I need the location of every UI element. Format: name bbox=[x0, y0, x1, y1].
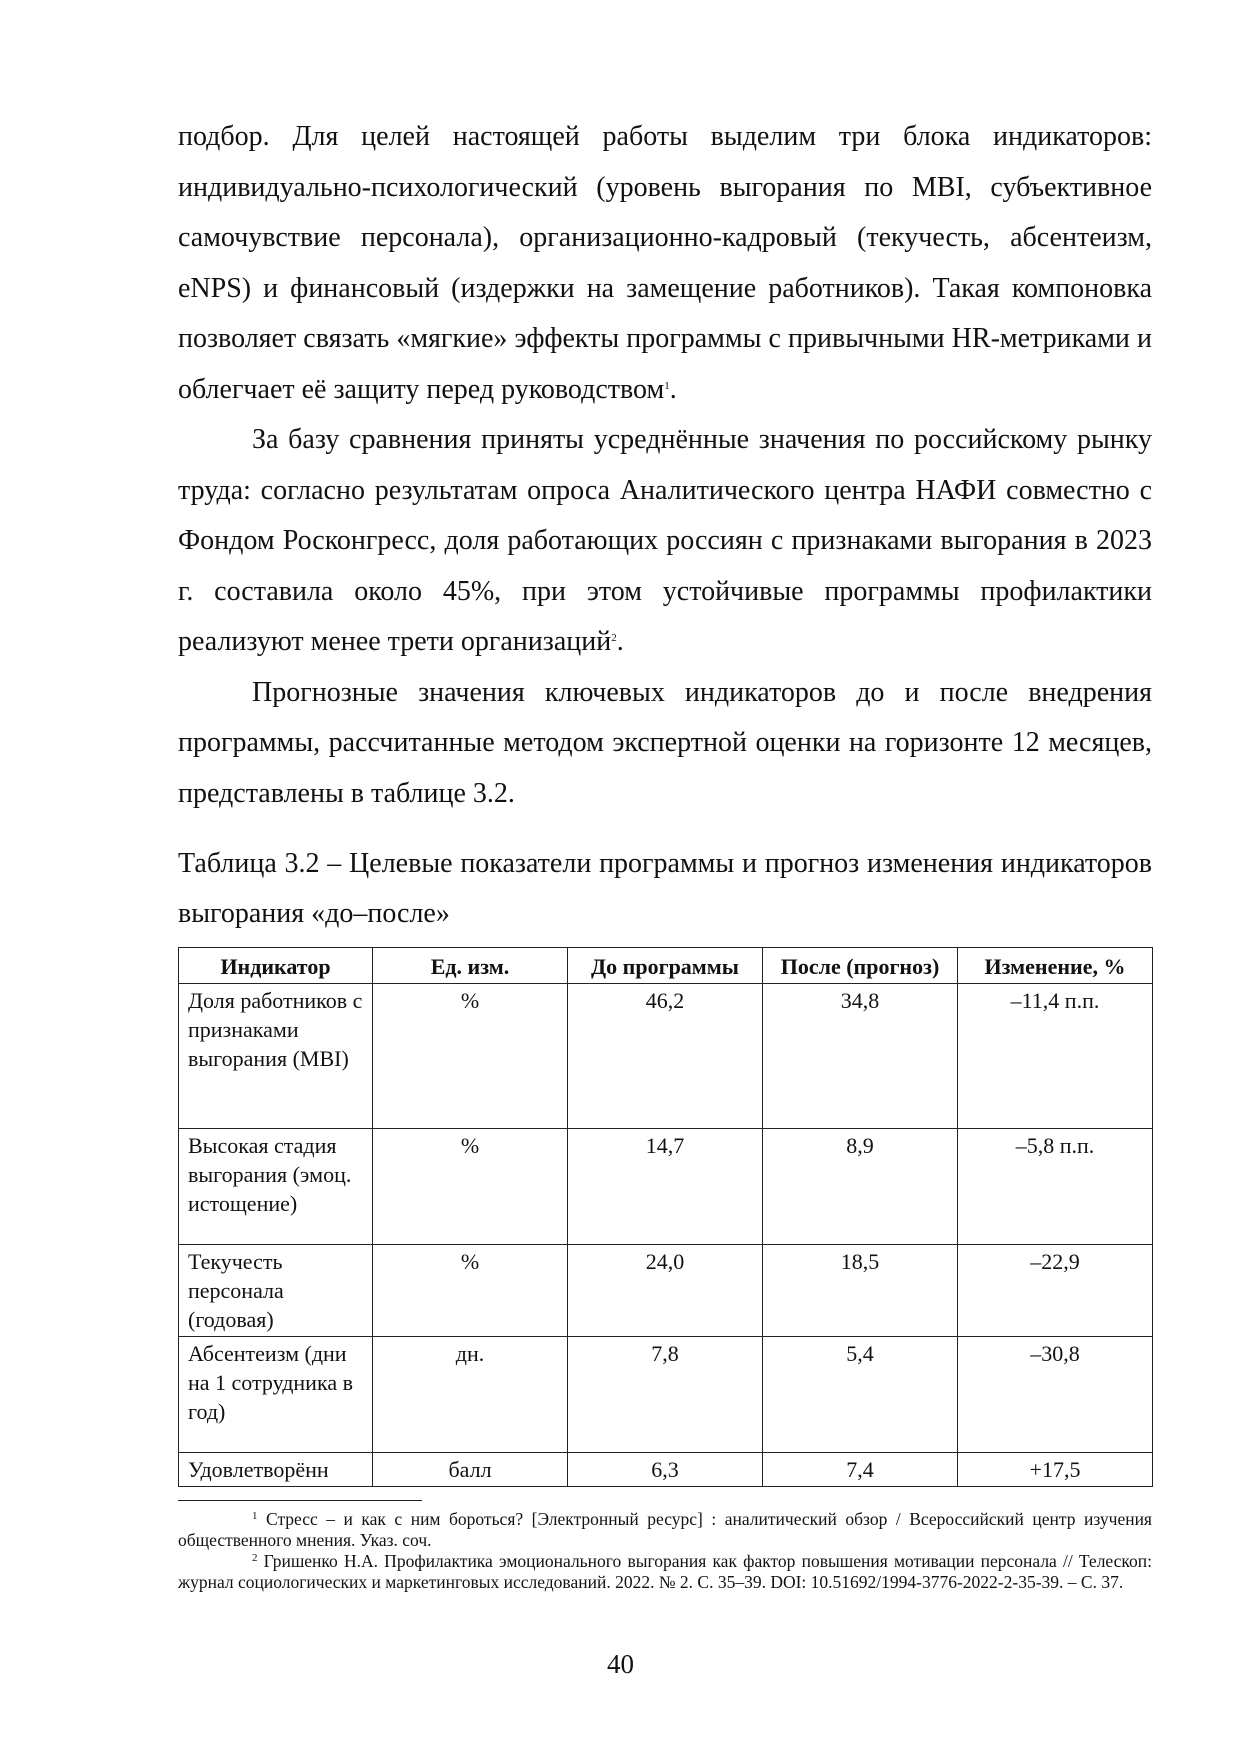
cell-unit: дн. bbox=[373, 1337, 568, 1453]
paragraph-2-text: За базу сравнения приняты усреднённые значения по российскому рынку труда: согласно результатам опроса Аналитического центра НАФИ совместно с Фондом Росконгресс, доля работающих россиян с признаками выгорания в 2023 г. составила около 45%, при этом устойчивые программы профилактики реализуют менее трети организаций bbox=[178, 424, 1152, 657]
cell-indicator: Текучесть персонала (годовая) bbox=[179, 1245, 373, 1337]
cell-indicator: Абсентеизм (дни на 1 сотрудника в год) bbox=[179, 1337, 373, 1453]
table-caption: Таблица 3.2 – Целевые показатели программы и прогноз изменения индикаторов выгорания «до–после» bbox=[178, 848, 1152, 929]
cell-before: 46,2 bbox=[568, 984, 763, 1129]
paragraph-1-text: подбор. Для целей настоящей работы выделим три блока индикаторов: индивидуально-психологический (уровень выгорания по MBI, субъективное самочувствие персонала), организационно-кадровый (текучесть, абсентеизм, eNPS) и финансовый (издержки на замещение работников). Такая компоновка позволяет связать «мягкие» эффекты программы с привычными HR-метриками и облегчает её защиту перед руководством bbox=[178, 121, 1152, 405]
table-row bbox=[179, 984, 1153, 1129]
footnote-2 bbox=[178, 1551, 1152, 1593]
cell-after: 18,5 bbox=[763, 1245, 958, 1337]
indicators-table bbox=[178, 947, 1153, 1487]
footnote-2-text: Гришенко Н.А. Профилактика эмоционального выгорания как фактор повышения мотивации персонала // Телескоп: журнал социологических и маркетинговых исследований. 2022. № 2. С. 35–39. DOI: 10.51692/1994-3776-2022-2-35-39. – С. 37. bbox=[178, 1551, 1152, 1592]
header-after: После (прогноз) bbox=[763, 948, 958, 984]
cell-before: 7,8 bbox=[568, 1337, 763, 1453]
cell-indicator: Удовлетворённ bbox=[179, 1453, 373, 1487]
paragraph-1 bbox=[178, 112, 1152, 415]
cell-change: +17,5 bbox=[958, 1453, 1153, 1487]
table-row bbox=[179, 1129, 1153, 1245]
cell-after: 34,8 bbox=[763, 984, 958, 1129]
cell-change: –30,8 bbox=[958, 1337, 1153, 1453]
footnote-1-number: 1 bbox=[252, 1510, 258, 1522]
table-row bbox=[179, 1453, 1153, 1487]
cell-unit: балл bbox=[373, 1453, 568, 1487]
footnote-1 bbox=[178, 1509, 1152, 1551]
paragraph-2 bbox=[178, 415, 1152, 668]
cell-change: –5,8 п.п. bbox=[958, 1129, 1153, 1245]
header-unit: Ед. изм. bbox=[373, 948, 568, 984]
header-indicator: Индикатор bbox=[179, 948, 373, 984]
paragraph-2-end: . bbox=[616, 626, 624, 657]
cell-after: 7,4 bbox=[763, 1453, 958, 1487]
footnote-ref-2[interactable]: 2 bbox=[611, 632, 617, 644]
cell-unit: % bbox=[373, 984, 568, 1129]
page-body bbox=[178, 112, 1152, 1593]
cell-before: 24,0 bbox=[568, 1245, 763, 1337]
footnote-1-text: Стресс – и как с ним бороться? [Электронный ресурс] : аналитический обзор / Всероссийский центр изучения общественного мнения. Указ. соч. bbox=[178, 1509, 1152, 1550]
table-row bbox=[179, 1245, 1153, 1337]
cell-unit: % bbox=[373, 1129, 568, 1245]
header-change: Изменение, % bbox=[958, 948, 1153, 984]
table-header-row bbox=[179, 948, 1153, 984]
table-row bbox=[179, 1337, 1153, 1453]
footnote-separator bbox=[178, 1500, 422, 1501]
cell-change: –11,4 п.п. bbox=[958, 984, 1153, 1129]
paragraph-1-end: . bbox=[669, 373, 677, 405]
paragraph-3: Прогнозные значения ключевых индикаторов до и после внедрения программы, рассчитанные методом экспертной оценки на горизонте 12 месяцев, представлены в таблице 3.2. bbox=[178, 676, 1152, 809]
page-number: 40 bbox=[607, 1649, 634, 1679]
cell-before: 6,3 bbox=[568, 1453, 763, 1487]
footnote-2-number: 2 bbox=[252, 1552, 258, 1564]
header-before: До программы bbox=[568, 948, 763, 984]
cell-before: 14,7 bbox=[568, 1129, 763, 1245]
cell-unit: % bbox=[373, 1245, 568, 1337]
footnote-ref-1[interactable]: 1 bbox=[664, 379, 670, 392]
cell-after: 5,4 bbox=[763, 1337, 958, 1453]
cell-change: –22,9 bbox=[958, 1245, 1153, 1337]
cell-indicator: Высокая стадия выгорания (эмоц. истощение) bbox=[179, 1129, 373, 1245]
cell-indicator: Доля работников с признаками выгорания (MBI) bbox=[179, 984, 373, 1129]
cell-after: 8,9 bbox=[763, 1129, 958, 1245]
